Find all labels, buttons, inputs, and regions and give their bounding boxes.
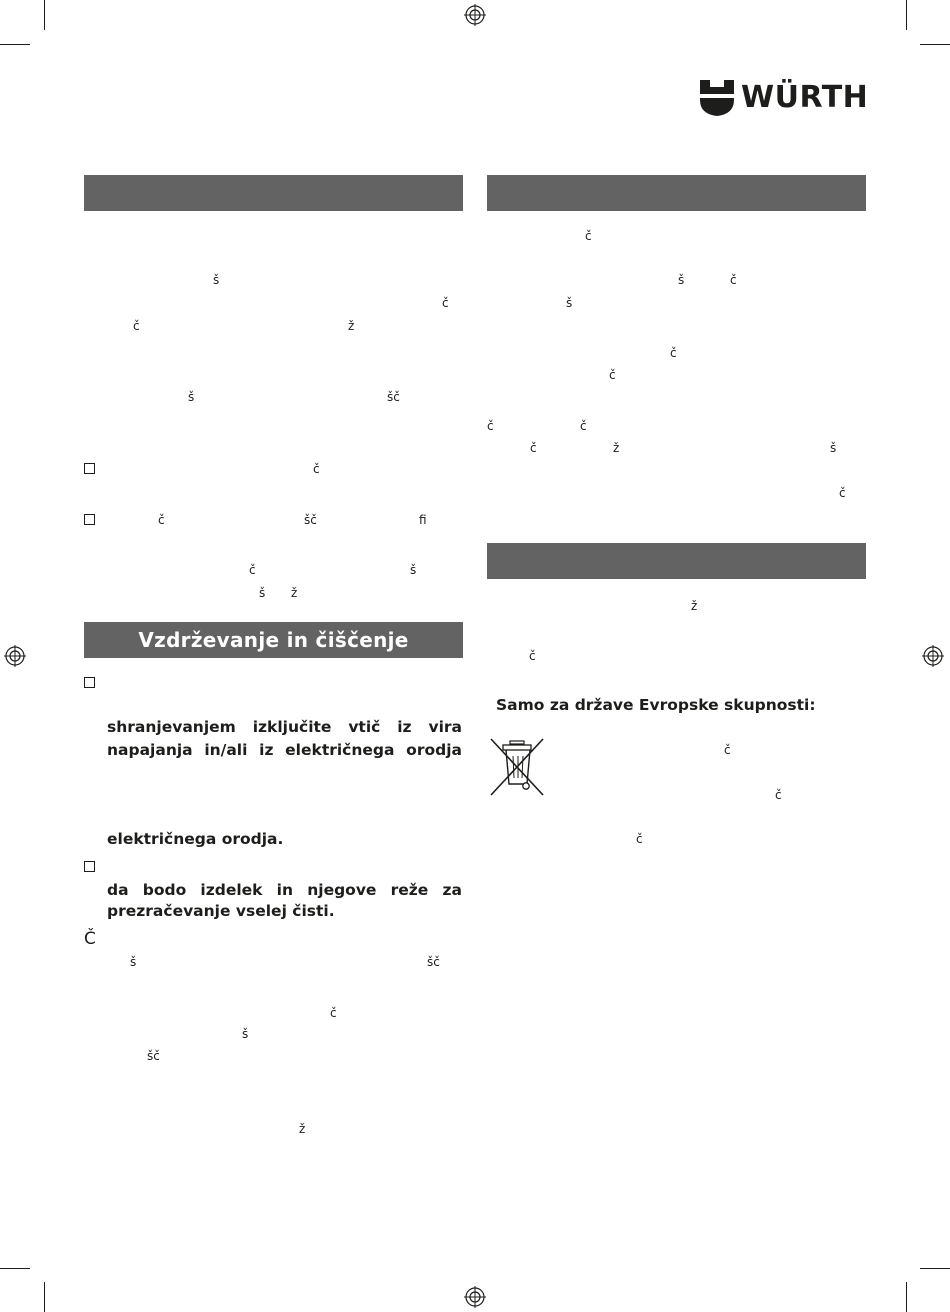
section-bar-right-mid [487, 543, 866, 579]
text-fragment: š [678, 273, 685, 287]
text-fragment: č [609, 368, 616, 382]
text-fragment: č [580, 419, 587, 433]
crossed-out-wheelie-bin-icon [488, 736, 546, 798]
section-bar-maintenance [84, 622, 463, 658]
text-fragment: č [133, 319, 140, 333]
registration-mark-icon [4, 645, 26, 667]
crop-mark [906, 0, 907, 30]
crop-mark [0, 1268, 30, 1269]
bullet-square [84, 463, 95, 474]
section-title: Vzdrževanje in čiščenje [138, 628, 409, 652]
text-fragment: ž [691, 599, 698, 613]
crop-mark [920, 44, 950, 45]
bullet-square [84, 861, 95, 872]
text-fragment: šč [427, 955, 440, 969]
section-bar-left-top [84, 175, 463, 211]
text-fragment: ž [348, 319, 355, 333]
bullet-square [84, 677, 95, 688]
text-fragment: š [188, 390, 195, 404]
text-fragment: š [830, 441, 837, 455]
text-fragment: č [158, 513, 165, 527]
registration-mark-icon [464, 1286, 486, 1308]
section-bar-right-top [487, 175, 866, 211]
text-fragment: č [313, 462, 320, 476]
text-fragment: š [213, 273, 220, 287]
crop-mark [44, 1282, 45, 1312]
bullet-square [84, 514, 95, 525]
text-fragment: šč [387, 390, 400, 404]
text-fragment: č [670, 346, 677, 360]
text-fragment: č [730, 273, 737, 287]
maintenance-text-line: napajanja in/ali iz električnega orodja [107, 741, 462, 759]
text-fragment: č [330, 1006, 337, 1020]
text-fragment: č [636, 832, 643, 846]
eu-only-heading: Samo za države Evropske skupnosti: [496, 696, 816, 714]
text-fragment: č [585, 229, 592, 243]
crop-mark [906, 1282, 907, 1312]
text-fragment: č [249, 563, 256, 577]
maintenance-text-line: da bodo izdelek in njegove reže za [107, 881, 462, 899]
registration-mark-icon [464, 4, 486, 26]
crop-mark [44, 0, 45, 30]
text-fragment: š [410, 563, 417, 577]
text-fragment: č [529, 649, 536, 663]
wurth-logo-mark [700, 80, 734, 116]
text-fragment: šč [304, 513, 317, 527]
crop-mark [0, 44, 30, 45]
text-fragment: š [242, 1027, 249, 1041]
crop-mark [920, 1268, 950, 1269]
maintenance-text-line: shranjevanjem izključite vtič iz vira [107, 718, 462, 736]
text-fragment: č [530, 441, 537, 455]
text-fragment: š [259, 586, 266, 600]
maintenance-text-line: prezračevanje vselej čisti. [107, 902, 335, 920]
text-fragment: ž [291, 586, 298, 600]
text-fragment: š [566, 296, 573, 310]
text-fragment: č [839, 486, 846, 500]
drop-cap: Č [84, 929, 96, 949]
brand-name: WÜRTH [741, 80, 869, 115]
text-fragment: ž [613, 441, 620, 455]
text-fragment: š [130, 955, 137, 969]
maintenance-text-line: električnega orodja. [107, 830, 284, 848]
text-fragment: šč [147, 1049, 160, 1063]
registration-mark-icon [922, 645, 944, 667]
text-fragment: č [775, 788, 782, 802]
text-fragment: č [442, 296, 449, 310]
text-fragment: č [487, 419, 494, 433]
text-fragment: ﬁ [419, 513, 427, 527]
text-fragment: č [724, 743, 731, 757]
text-fragment: ž [299, 1122, 306, 1136]
